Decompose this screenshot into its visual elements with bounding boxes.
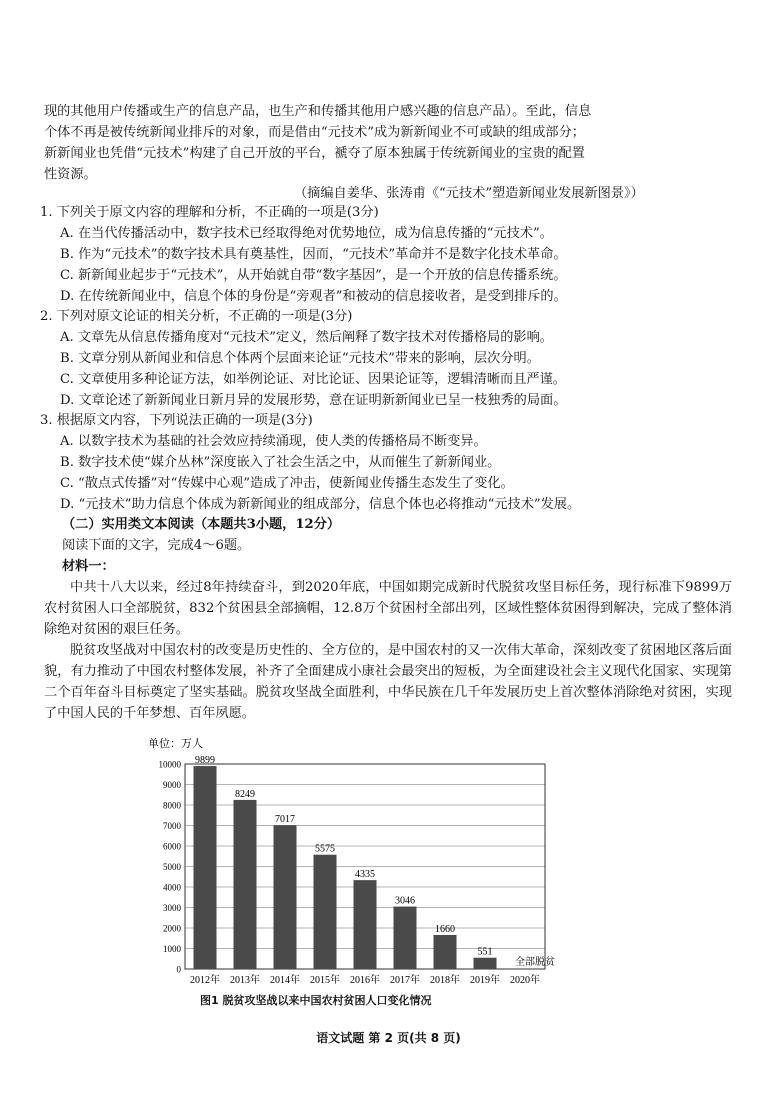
data-label: 8249 xyxy=(235,788,255,800)
question-2-option-d: D. 文章论述了新新闻业日新月异的发展形势，意在证明新新闻业已呈一枝独秀的局面。 xyxy=(60,393,567,408)
bar-2019年 xyxy=(474,958,497,969)
source-citation: （摘编自姜华、张涛甫《“元技术”塑造新闻业发展新图景》） xyxy=(294,186,644,201)
y-tick-label: 8000 xyxy=(163,800,181,811)
section-instruction: 阅读下面的文字，完成4～6题。 xyxy=(62,538,251,553)
x-tick-label: 2018年 xyxy=(430,975,460,986)
question-3-option-b: B. 数字技术使“媒介丛林”深度嵌入了社会生活之中，从而催生了新新闻业。 xyxy=(60,455,501,470)
question-3-option-a: A. 以数字技术为基础的社会效应持续涌现，使人类的传播格局不断变异。 xyxy=(60,434,487,449)
question-2-option-b: B. 文章分别从新闻业和信息个体两个层面来论证“元技术”带来的影响，层次分明。 xyxy=(60,351,540,366)
chart-bars xyxy=(194,755,556,969)
question-3-option-d: D. “元技术”助力信息个体成为新新闻业的组成部分，信息个体也必将推动“元技术”发展。 xyxy=(60,497,581,512)
chart-y-axis xyxy=(159,760,182,975)
material-paragraph-2: 脱贫攻坚战对中国农村的改变是历史性的、全方位的，是中国农村的又一次伟大革命，深刻改变了贫困地区落后面貌，有力推动了中国农村整体发展，补齐了全面建成小康社会最突出的短板，为全面建设社会主义现代化国家、实现第二个百年奋斗目标奠定了坚实基础。脱贫攻坚战全面胜利，中华民族在几千年发展历史上首次整体消除绝对贫困，实现了中国人民的千年梦想、百年夙愿。 xyxy=(44,643,732,721)
data-label: 7017 xyxy=(275,814,295,826)
y-tick-label: 5000 xyxy=(163,862,181,872)
chart-unit-label: 单位：万人 xyxy=(148,738,203,750)
data-label: 全部脱贫 xyxy=(515,957,555,968)
bar-2014年 xyxy=(274,825,297,969)
question-2-stem: 2. 下列对原文论证的相关分析，不正确的一项是(3分) xyxy=(40,309,353,324)
data-label: 4335 xyxy=(355,869,375,881)
x-tick-label: 2013年 xyxy=(230,975,260,986)
data-label: 551 xyxy=(477,946,493,958)
y-tick-label: 9000 xyxy=(163,780,181,790)
data-label: 5575 xyxy=(315,843,335,855)
bar-2012年 xyxy=(194,766,217,969)
x-tick-label: 2019年 xyxy=(470,975,500,986)
data-label: 1660 xyxy=(435,923,455,935)
x-tick-label: 2012年 xyxy=(190,975,220,986)
bar-2018年 xyxy=(434,935,457,969)
chart-caption: 图1 脱贫攻坚战以来中国农村贫困人口变化情况 xyxy=(200,994,432,1007)
page-footer: 语文试题 第 2 页(共 8 页) xyxy=(316,1031,461,1045)
question-2-option-a: A. 文章先从信息传播角度对“元技术”定义，然后阐释了数字技术对传播格局的影响。 xyxy=(60,330,553,345)
question-1-stem: 1. 下列关于原文内容的理解和分析，不正确的一项是(3分) xyxy=(40,205,379,220)
chart-x-axis xyxy=(190,973,540,986)
question-3-option-c: C. “散点式传播”对“传媒中心观”造成了冲击，使新闻业传播生态发生了变化。 xyxy=(60,476,514,491)
question-1-option-b: B. 作为“元技术”的数字技术具有奠基性，因而，“元技术”革命并不是数字化技术革命。 xyxy=(60,247,567,262)
poverty-population-bar-chart xyxy=(140,735,560,991)
question-1-option-a: A. 在当代传播活动中，数字技术已经取得绝对优势地位，成为信息传播的“元技术”。 xyxy=(60,226,553,241)
question-3-stem: 3. 根据原文内容，下列说法正确的一项是(3分) xyxy=(40,413,313,428)
intro-line-2: 个体不再是被传统新闻业排斥的对象，而是借由“元技术”成为新新闻业不可或缺的组成部分； xyxy=(44,125,585,140)
y-tick-label: 4000 xyxy=(163,882,181,893)
question-1-option-c: C. 新新闻业起步于“元技术”，从开始就自带“数字基因”，是一个开放的信息传播系统。 xyxy=(60,268,567,283)
section-title: （二）实用类文本阅读（本题共3小题，12分） xyxy=(62,517,341,532)
y-tick-label: 1000 xyxy=(163,944,181,954)
bar-2013年 xyxy=(234,800,257,969)
y-tick-label: 7000 xyxy=(163,821,181,831)
data-label: 3046 xyxy=(395,895,415,907)
y-tick-label: 10000 xyxy=(158,759,181,770)
x-tick-label: 2014年 xyxy=(270,975,300,986)
data-label: 9899 xyxy=(195,755,215,767)
question-2-option-c: C. 文章使用多种论证方法，如举例论证、对比论证、因果论证等，逻辑清晰而且严谨。 xyxy=(60,372,566,387)
bar-2016年 xyxy=(354,880,377,969)
intro-line-3: 新新闻业也凭借“元技术”构建了自己开放的平台，褫夺了原本独属于传统新闻业的宝贵的配置 xyxy=(44,146,585,161)
y-tick-label: 0 xyxy=(176,964,181,975)
bar-2015年 xyxy=(314,855,337,969)
y-tick-label: 2000 xyxy=(163,923,181,934)
x-tick-label: 2020年 xyxy=(510,975,540,986)
x-tick-label: 2015年 xyxy=(310,975,340,986)
intro-line-4: 性资源。 xyxy=(44,167,97,182)
y-tick-label: 3000 xyxy=(163,903,181,913)
x-tick-label: 2016年 xyxy=(350,975,380,986)
question-1-option-d: D. 在传统新闻业中，信息个体的身份是“旁观者”和被动的信息接收者，是受到排斥的。 xyxy=(60,289,567,304)
intro-line-1: 现的其他用户传播或生产的信息产品，也生产和传播其他用户感兴趣的信息产品）。至此，信息 xyxy=(44,104,592,119)
y-tick-label: 6000 xyxy=(163,841,181,852)
x-tick-label: 2017年 xyxy=(390,975,420,986)
material-label: 材料一： xyxy=(62,559,115,574)
material-paragraph-1: 中共十八大以来，经过8年持续奋斗，到2020年底，中国如期完成新时代脱贫攻坚目标任务，现行标准下9899万农村贫困人口全部脱贫，832个贫困县全部摘帽，12.8万个贫困村全部出列，区域性整体贫困得到解决，完成了整体消除绝对贫困的艰巨任务。 xyxy=(44,580,732,637)
bar-2017年 xyxy=(394,907,417,969)
